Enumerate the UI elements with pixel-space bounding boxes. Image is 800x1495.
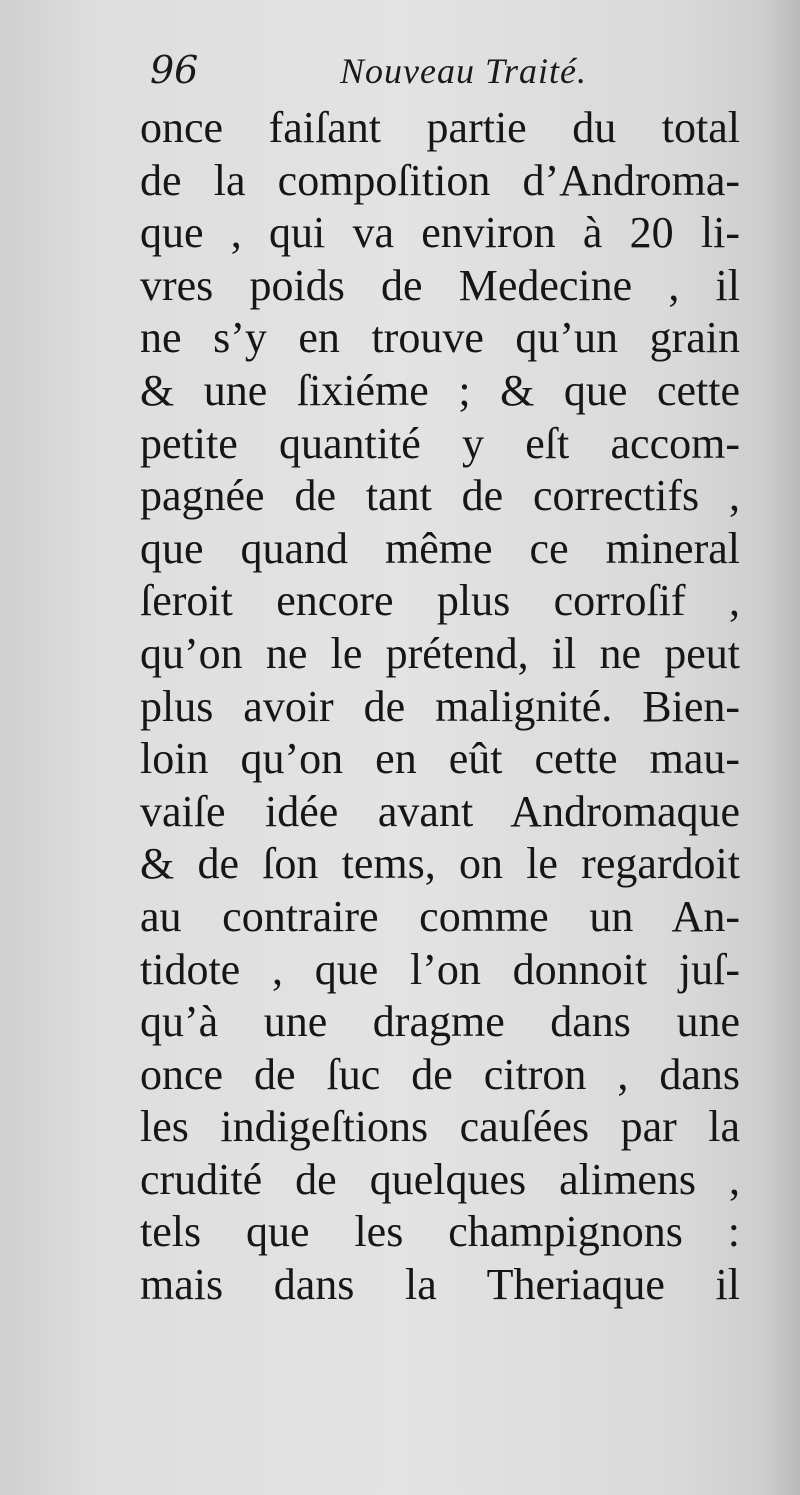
text-line: crudité de quelques alimens , [140, 1154, 740, 1204]
text-line: once faiſant partie du total [140, 103, 740, 152]
text-line: plus avoir de malignité. Bien- [140, 681, 740, 731]
text-line: ne s’y en trouve qu’un grain [140, 313, 740, 363]
text-line: au contraire comme un An- [140, 891, 740, 941]
text-line: les indigeſtions cauſées par la [140, 1102, 740, 1152]
body-text [140, 102, 740, 1312]
page-number: 96 [150, 48, 199, 92]
text-line: tels que les champignons : [140, 1207, 740, 1257]
page-header [150, 44, 750, 100]
text-line: que , qui va environ à 20 li- [140, 208, 740, 258]
text-line: ſeroit encore plus corroſif , [140, 576, 740, 626]
text-line: & de ſon tems, on le regardoit [140, 839, 740, 889]
text-line: qu’on ne le prétend, il ne peut [140, 628, 740, 678]
text-line: de la compoſition d’Androma- [140, 155, 740, 205]
text-line: pagnée de tant de correctifs , [140, 471, 740, 521]
text-line: vres poids de Medecine , il [140, 260, 740, 310]
running-title: Nouveau Traité. [340, 51, 587, 91]
text-line: loin qu’on en eût cette mau- [140, 734, 740, 784]
text-line: & une ſixiéme ; & que cette [140, 365, 740, 415]
text-line: tidote , que l’on donnoit juſ- [140, 944, 740, 994]
text-line: once de ſuc de citron , dans [140, 1049, 740, 1099]
text-line: qu’à une dragme dans une [140, 997, 740, 1047]
text-line: mais dans la Theriaque il [140, 1260, 740, 1310]
text-line: que quand même ce mineral [140, 523, 740, 573]
text-line: petite quantité y eſt accom- [140, 418, 740, 468]
page-edge-shadow [764, 0, 800, 1495]
text-line: vaiſe idée avant Andromaque [140, 786, 740, 836]
